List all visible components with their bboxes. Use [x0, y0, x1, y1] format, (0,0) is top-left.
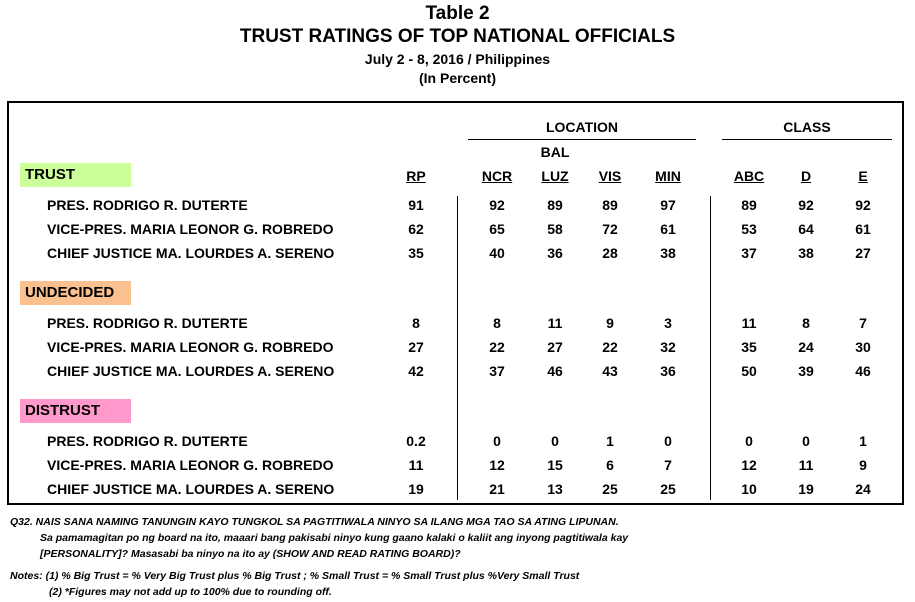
value-luz: 15: [547, 457, 563, 473]
value-min: 25: [660, 481, 676, 497]
value-rp: 91: [408, 197, 424, 213]
column-header-d: D: [800, 168, 812, 184]
question-line-3: [PERSONALITY]? Masasabi ba ninyo na ito ay (SHOW AND READ RATING BOARD)?: [40, 548, 461, 560]
value-vis: 43: [602, 363, 618, 379]
official-name: CHIEF JUSTICE MA. LOURDES A. SERENO: [47, 245, 335, 261]
class-group-header: CLASS: [783, 119, 831, 135]
location-rule: [468, 139, 696, 140]
undecided-table-row: [0, 359, 915, 383]
value-luz: 36: [547, 245, 563, 261]
value-min: 36: [660, 363, 676, 379]
value-rp: 42: [408, 363, 424, 379]
value-d: 64: [798, 221, 814, 237]
value-vis: 89: [602, 197, 618, 213]
value-ncr: 65: [489, 221, 505, 237]
date-line: July 2 - 8, 2016 / Philippines: [364, 51, 551, 67]
value-vis: 9: [606, 315, 614, 331]
trust-table-row: [0, 241, 915, 265]
value-abc: 10: [741, 481, 757, 497]
value-abc: 37: [741, 245, 757, 261]
value-e: 46: [855, 363, 871, 379]
official-name: PRES. RODRIGO R. DUTERTE: [47, 433, 248, 449]
trust-section-label: TRUST: [20, 163, 131, 187]
value-abc: 12: [741, 457, 757, 473]
value-rp: 35: [408, 245, 424, 261]
undecided-table-row: [0, 311, 915, 335]
value-vis: 1: [606, 433, 614, 449]
value-ncr: 0: [493, 433, 501, 449]
column-header-e: E: [858, 168, 868, 184]
value-abc: 53: [741, 221, 757, 237]
value-min: 97: [660, 197, 676, 213]
value-min: 7: [664, 457, 672, 473]
value-abc: 11: [741, 315, 757, 331]
value-ncr: 40: [489, 245, 505, 261]
value-rp: 27: [408, 339, 424, 355]
value-d: 39: [798, 363, 814, 379]
value-e: 30: [855, 339, 871, 355]
official-name: PRES. RODRIGO R. DUTERTE: [47, 315, 248, 331]
value-rp: 19: [408, 481, 424, 497]
unit-line: (In Percent): [418, 70, 496, 86]
value-abc: 89: [741, 197, 757, 213]
value-vis: 25: [602, 481, 618, 497]
column-header-ncr: NCR: [481, 168, 513, 184]
table-number: Table 2: [425, 3, 490, 24]
value-e: 9: [859, 457, 867, 473]
value-rp: 8: [412, 315, 420, 331]
value-vis: 28: [602, 245, 618, 261]
value-min: 0: [664, 433, 672, 449]
undecided-section-label: UNDECIDED: [20, 281, 131, 305]
value-d: 19: [798, 481, 814, 497]
undecided-table-row: [0, 335, 915, 359]
value-vis: 22: [602, 339, 618, 355]
value-rp: 62: [408, 221, 424, 237]
value-e: 27: [855, 245, 871, 261]
distrust-table-row: [0, 429, 915, 453]
value-luz: 11: [547, 315, 563, 331]
trust-table-row: [0, 193, 915, 217]
official-name: PRES. RODRIGO R. DUTERTE: [47, 197, 248, 213]
value-d: 38: [798, 245, 814, 261]
value-e: 61: [855, 221, 871, 237]
column-header-min: MIN: [655, 168, 681, 184]
column-header-luz: LUZ: [541, 168, 569, 184]
location-group-header: LOCATION: [545, 119, 619, 135]
distrust-table-row: [0, 477, 915, 501]
distrust-table-row: [0, 453, 915, 477]
official-name: VICE-PRES. MARIA LEONOR G. ROBREDO: [47, 339, 334, 355]
value-rp: 11: [408, 457, 424, 473]
value-min: 32: [660, 339, 676, 355]
value-e: 92: [855, 197, 871, 213]
value-vis: 6: [606, 457, 614, 473]
official-name: VICE-PRES. MARIA LEONOR G. ROBREDO: [47, 457, 334, 473]
column-header-rp: RP: [406, 168, 426, 184]
value-abc: 0: [745, 433, 753, 449]
notes-line-2: (2) *Figures may not add up to 100% due to rounding off.: [49, 586, 332, 598]
value-d: 0: [802, 433, 810, 449]
value-ncr: 22: [489, 339, 505, 355]
official-name: CHIEF JUSTICE MA. LOURDES A. SERENO: [47, 363, 335, 379]
value-min: 38: [660, 245, 676, 261]
value-min: 3: [664, 315, 672, 331]
value-luz: 0: [551, 433, 559, 449]
value-luz: 46: [547, 363, 563, 379]
question-line-2: Sa pamamagitan po ng board na ito, maaari bang pakisabi ninyo kung gaano kalaki o kaliit ang inyong pagtitiwala kay: [40, 532, 629, 544]
value-rp: 0.2: [406, 433, 426, 449]
value-luz: 89: [547, 197, 563, 213]
value-d: 8: [802, 315, 810, 331]
official-name: CHIEF JUSTICE MA. LOURDES A. SERENO: [47, 481, 335, 497]
value-ncr: 21: [489, 481, 505, 497]
value-d: 24: [798, 339, 814, 355]
table-title: TRUST RATINGS OF TOP NATIONAL OFFICIALS: [239, 26, 676, 47]
question-line-1: Q32. NAIS SANA NAMING TANUNGIN KAYO TUNGKOL SA PAGTITIWALA NINYO SA ILANG MGA TAO SA ATING LIPUNAN.: [10, 516, 619, 528]
value-luz: 58: [547, 221, 563, 237]
value-luz: 27: [547, 339, 563, 355]
value-luz: 13: [547, 481, 563, 497]
notes-line-1: Notes: (1) % Big Trust = % Very Big Trust plus % Big Trust ; % Small Trust = % Small Trust plus %Very Small Trust: [10, 570, 580, 582]
value-ncr: 37: [489, 363, 505, 379]
column-header-vis: VIS: [598, 168, 622, 184]
trust-table-row: [0, 217, 915, 241]
bal-header: BAL: [540, 144, 570, 160]
value-ncr: 92: [489, 197, 505, 213]
value-d: 92: [798, 197, 814, 213]
value-abc: 35: [741, 339, 757, 355]
class-rule: [722, 139, 892, 140]
value-e: 24: [855, 481, 871, 497]
column-header-abc: ABC: [733, 168, 765, 184]
value-e: 1: [859, 433, 867, 449]
value-ncr: 12: [489, 457, 505, 473]
official-name: VICE-PRES. MARIA LEONOR G. ROBREDO: [47, 221, 334, 237]
value-d: 11: [798, 457, 814, 473]
value-abc: 50: [741, 363, 757, 379]
value-e: 7: [859, 315, 867, 331]
value-vis: 72: [602, 221, 618, 237]
distrust-section-label: DISTRUST: [20, 399, 131, 423]
value-ncr: 8: [493, 315, 501, 331]
value-min: 61: [660, 221, 676, 237]
